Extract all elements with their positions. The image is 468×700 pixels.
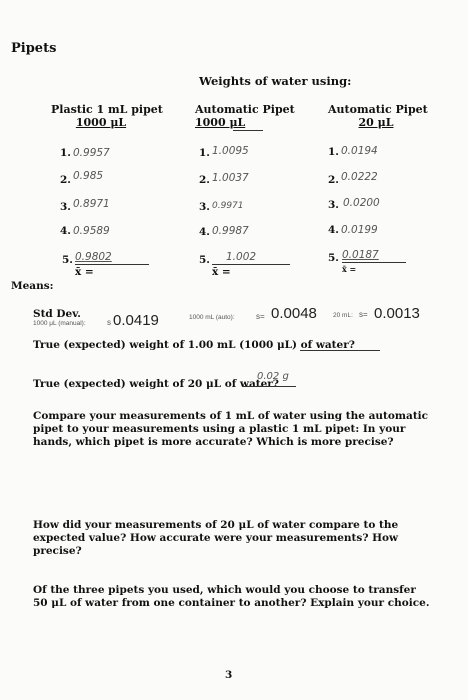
- plastic-value: 0.9589: [73, 225, 110, 237]
- plastic-value: 0.8971: [73, 198, 110, 210]
- column-header-plastic: [51, 103, 163, 129]
- row-number: 3.: [60, 201, 71, 213]
- auto-1000-value: 0.9971: [212, 201, 244, 211]
- plastic-value: 0.985: [73, 170, 104, 182]
- auto-1000-value: 1.002: [226, 251, 257, 263]
- question-3: Compare your measurements of 1 mL of water using the automatic pipet to your measurements using a plastic 1 mL pipet: In your hands, which pipet is more accurate? Which is more precise?: [33, 410, 429, 448]
- auto-20-value: 0.0187: [342, 249, 379, 261]
- row-number: 5.: [328, 252, 339, 264]
- plastic-value: 0.9957: [73, 147, 110, 159]
- question-4: How did your measurements of 20 μL of water compare to the expected value? How accurate were your measurements? How precise?: [33, 519, 399, 557]
- row-number: 4.: [328, 224, 339, 236]
- column-header-line1: Automatic Pipet: [195, 103, 295, 116]
- std-dev-auto-1000-value: 0.0048: [271, 305, 317, 322]
- column-header-line1: Plastic 1 mL pipet: [51, 103, 163, 116]
- column-header-line2: 1000 μL: [195, 116, 246, 129]
- column-header-line2: 1000 μL: [75, 116, 127, 129]
- row-number: 2.: [60, 174, 71, 186]
- mean-symbol: x̄ =: [75, 266, 94, 278]
- auto-20-value: 0.0200: [343, 197, 380, 209]
- std-dev-note-auto-20: 20 mL:: [333, 312, 353, 319]
- row-number: 2.: [199, 174, 210, 186]
- question-2: True (expected) weight of 20 μL of water?: [33, 378, 279, 390]
- std-dev-manual-value: 0.0419: [113, 312, 159, 329]
- table-header: Weights of water using:: [199, 74, 352, 88]
- row-number: 1.: [328, 146, 339, 158]
- plastic-value: 0.9802: [75, 251, 112, 263]
- row-number: 1.: [199, 147, 210, 159]
- auto-1000-value: 0.9987: [212, 225, 249, 237]
- mean-symbol: x̄ =: [342, 264, 357, 274]
- std-dev-label: Std Dev.: [33, 308, 81, 320]
- auto-20-value: 0.0194: [341, 145, 378, 157]
- row-number: 1.: [60, 147, 71, 159]
- question-2-answer[interactable]: 0.02 g: [257, 371, 289, 382]
- auto-1000-value: 1.0037: [212, 172, 249, 184]
- row-number: 4.: [199, 226, 210, 238]
- page-title: Pipets: [11, 41, 57, 56]
- auto-20-value: 0.0222: [341, 171, 378, 183]
- std-dev-note-manual: 1000 μL (manual):: [33, 320, 86, 327]
- column-header-line1: Automatic Pipet: [328, 103, 428, 116]
- row-number: 3.: [328, 199, 339, 211]
- question-5: Of the three pipets you used, which would you choose to transfer 50 μL of water from one container to another? Explain your choice.: [33, 584, 430, 609]
- row-number: 4.: [60, 225, 71, 237]
- page-number: 3: [225, 669, 233, 681]
- std-dev-note-auto-1000: 1000 mL (auto):: [189, 314, 235, 321]
- mean-symbol: x̄ =: [212, 266, 231, 278]
- std-dev-s-auto-1000: s=: [256, 312, 265, 321]
- means-label: Means:: [11, 280, 54, 292]
- row-number: 3.: [199, 201, 210, 213]
- auto-20-value: 0.0199: [341, 224, 378, 236]
- row-number: 2.: [328, 174, 339, 186]
- std-dev-s-auto-20: s=: [359, 310, 368, 319]
- column-header-auto-20: [328, 103, 428, 129]
- row-number: 5.: [199, 254, 210, 266]
- std-dev-s-manual: s: [107, 318, 111, 327]
- std-dev-auto-20-value: 0.0013: [374, 305, 420, 322]
- question-1: True (expected) weight of 1.00 mL (1000 μL) of water?: [33, 339, 355, 351]
- column-header-line2: 20 μL: [358, 116, 394, 129]
- row-number: 5.: [62, 254, 73, 266]
- auto-1000-value: 1.0095: [212, 145, 249, 157]
- column-header-auto-1000: [195, 103, 295, 129]
